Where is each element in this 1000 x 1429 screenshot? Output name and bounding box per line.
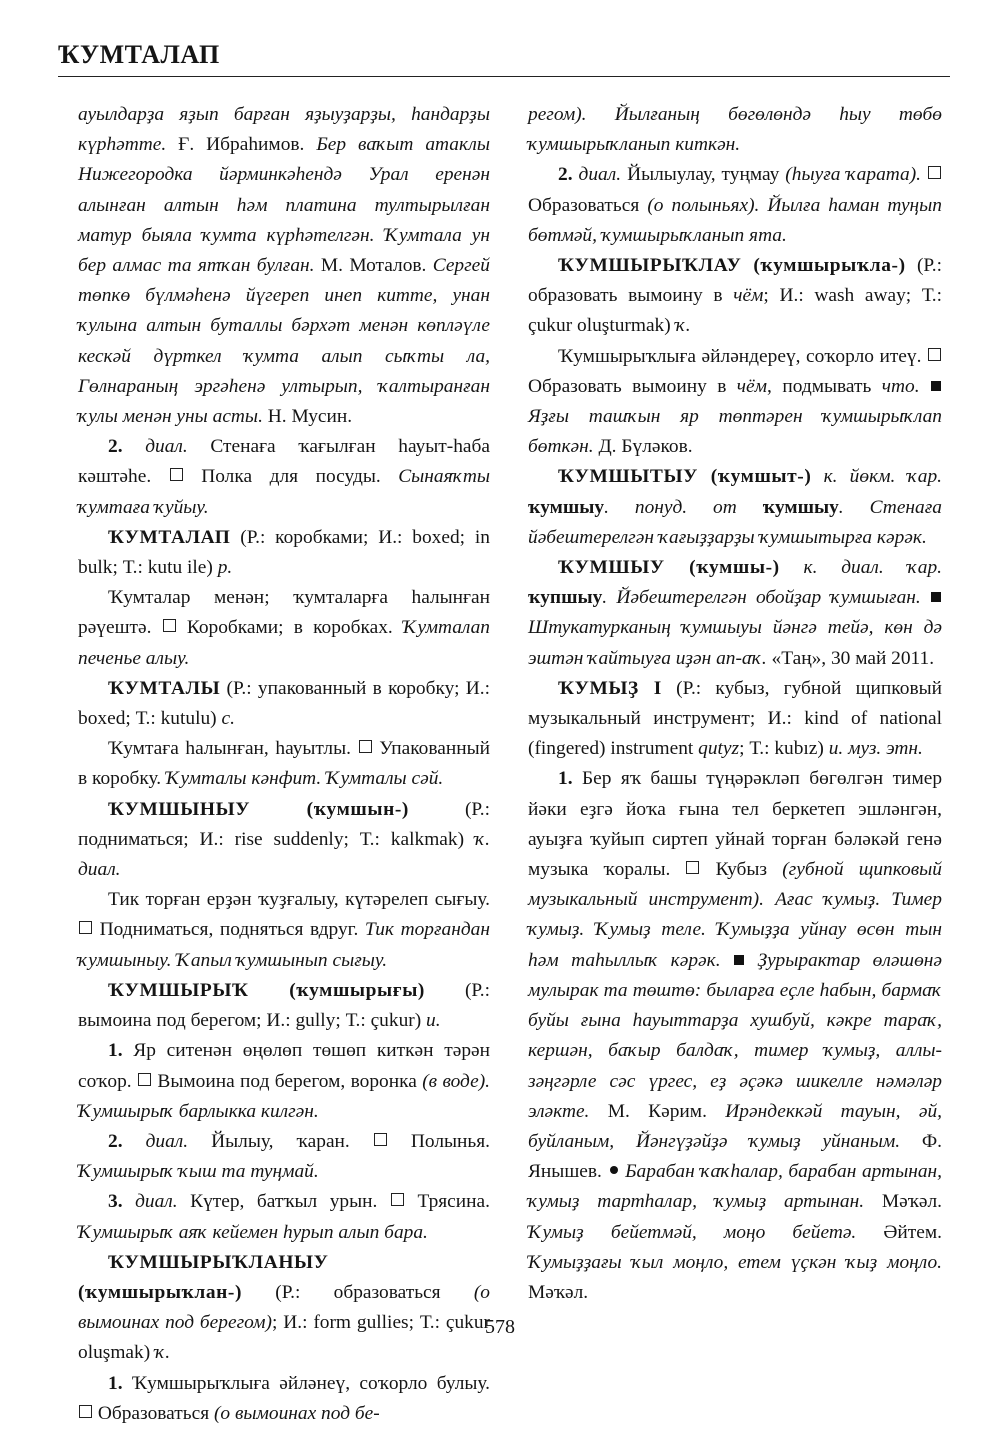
text-run: Ҡумшырыҡ аяҡ кейемен һурып алып бара. <box>78 1221 428 1243</box>
text-run: (Р.: образовать вымоину в <box>528 255 942 307</box>
headword: ҠУМЫҘ I <box>558 677 662 699</box>
text-run: Күтер, батҡыл урын. <box>190 1191 390 1213</box>
text-run: Ҡумшырыҡлыға әйләнеү, соҡорло булыу. <box>131 1372 490 1394</box>
definition <box>78 885 490 976</box>
text-run: Ҡумшырыҡлыға әйләндереү, соҡорло итеү. <box>558 345 927 367</box>
text-run: , подмывать <box>767 375 882 397</box>
text-run: Н. Мусин. <box>267 406 353 428</box>
text-run: Барабан ҡаҡһалар, барабан артынан, ҡумыҙ тартһалар, ҡумыҙ артынан. <box>528 1161 942 1213</box>
entry-kumyz <box>528 674 942 765</box>
proverb-marker-icon <box>610 1166 618 1174</box>
headword: ҠУМШЫРЫҠЛАНЫУ (ҡумшырыҡлан-) <box>78 1251 329 1303</box>
text-run: (губной щипковый музыкальный инструмент). Ағас ҡумыҙ. Тимер ҡумыҙ. Ҡумыҙ теле. Ҡумыҙҙа уйнау өсөн тын һәм таһыллыҡ кәрәк. <box>528 859 942 971</box>
header-rule <box>58 76 950 77</box>
translation-marker-icon <box>359 740 372 753</box>
text-run: Мәҡәл. <box>528 1281 589 1303</box>
text-run: диал. <box>578 164 628 186</box>
text-run: Ф. Янышев. <box>528 1130 942 1183</box>
entry-kumtalap <box>78 523 490 583</box>
text-run: Тик торған ерҙән ҡуҙғалыу, күтәрелеп сығыу. <box>108 889 490 911</box>
text-run: Тик торғандан ҡумшыныу. Ҡапыл ҡумшынып сығыу. <box>78 919 490 971</box>
entry-kumtaly <box>78 674 490 734</box>
text-run: ; Т.: kubız) <box>739 738 829 760</box>
text-run: к. йөкм. ҡар. <box>811 466 942 488</box>
text-run: Образовать вымоину в <box>528 375 737 397</box>
entry-kumshyryklanyu <box>78 1248 490 1369</box>
text-run: 1. <box>558 768 583 790</box>
text-run: Образоваться <box>93 1402 214 1424</box>
translation-marker-icon <box>928 166 941 179</box>
text-run: (Р.: упакованный в коробку; И.: boxed; Т.: kutulu) <box>78 677 490 730</box>
text-run: Полка для посуды. <box>183 466 399 488</box>
translation-marker-icon <box>138 1073 151 1086</box>
translation-marker-icon <box>79 1405 92 1418</box>
text-run: Бер ваҡыт атаклы Нижегородка йәрминкәһендә Урал еренән алынған алтын һәм платина тултырылған матур быяла ҡумта күрһәтелгән. Ҡумтала ун бер алмас та ятҡан булған. <box>78 134 490 277</box>
text-run: (о вымоинах под бе- <box>213 1402 380 1424</box>
text-run: ҡумшыу <box>528 496 605 518</box>
text-run: . Стенаға йәбештерелгән ҡағыҙҙарҙы ҡумшытырға кәрәк. <box>528 496 942 548</box>
entry-kumshyryklau <box>528 251 942 342</box>
headword: ҠУМШЫРЫҠ (ҡумшырығы) <box>108 979 425 1001</box>
text-run: Ҡумшырыҡ ҡыш та туңмай. <box>78 1161 319 1183</box>
text-run: Ҡумтаға һалынған, һауытлы. <box>108 738 358 760</box>
text-run: 1. <box>108 1372 132 1394</box>
entry-kumshyryk <box>78 976 490 1036</box>
text-run: Коробками; в коробках. <box>176 617 403 639</box>
text-run: к. диал. ҡар. <box>779 557 942 579</box>
text-run: 3. <box>108 1191 136 1213</box>
text-run: ҡ. <box>675 315 691 337</box>
translation-marker-icon <box>374 1133 387 1146</box>
definition <box>528 342 942 463</box>
sense-2 <box>78 1127 490 1187</box>
text-run: ҡупшыу <box>528 587 603 609</box>
text-run: Полынья. <box>387 1130 491 1152</box>
text-run: Кубыз <box>700 859 783 881</box>
translation-marker-icon <box>170 468 183 481</box>
text-run: 1. <box>108 1040 134 1062</box>
text-run: Штукатурканың ҡумшыуы йәнгә тейә, көн дә эштән ҡайтыуға иҙән ап-аҡ. <box>528 617 942 669</box>
text-run: чём <box>733 285 764 307</box>
text-run: (Р.: коробками; И.: boxed; in bulk; Т.: kutu ile) <box>78 526 490 579</box>
text-run: . Йәбештерелгән обойҙар ҡумшыған. <box>602 587 930 609</box>
text-run: (Р.: кубыз, губной щипковый музыкальный инструмент; И.: kind of national (fingered) instrument <box>528 677 943 760</box>
headword: ҠУМТАЛЫ <box>108 677 221 699</box>
sense-1 <box>78 1036 490 1127</box>
example-marker-icon <box>734 955 744 965</box>
text-run: Ҡумыҙ бейетмәй, моңо бейетә. <box>528 1221 884 1243</box>
text-run: и. муз. этн. <box>828 738 923 760</box>
text-run: Сергей төпкө бүлмәһенә йүгереп инеп китте, унан ҡулына алтын буталлы бәрхәт менән көпләүле кескәй дүрткел ҡумта алып сыҡты ла, Гөлнараның эргәһенә ултырып, ҡалтыранған ҡулы менән уны асты. <box>78 255 490 428</box>
text-run: что. <box>881 375 930 397</box>
text-run: Әйтем. <box>883 1221 942 1243</box>
text-run: Ирәндеккәй тауын, әй, буйланым, Йәнгүҙәйҙә ҡумыҙ уйнаным. <box>528 1100 943 1152</box>
text-run: (һыуға ҡарата). <box>785 164 928 186</box>
text-run: Мәҡәл. <box>881 1191 942 1213</box>
running-head: ҠУМТАЛАП <box>58 40 220 69</box>
translation-marker-icon <box>391 1193 404 1206</box>
text-run: с. <box>221 708 235 730</box>
text-run: М. Моталов. <box>320 255 433 277</box>
text-run: р. <box>217 557 233 579</box>
text-run: Яҙғы ташҡын яр төптәрен ҡумшырыҡлап бөткән. <box>528 406 942 458</box>
definition <box>78 583 490 674</box>
page-number: 578 <box>485 1316 515 1338</box>
text-run: регом). Йылғаның бөгөлөндә һыу төбө ҡумшырыҡланып киткән. <box>528 104 942 156</box>
text-run: Сынаяҡты ҡумтаға ҡуйыу. <box>78 466 490 518</box>
text-run: ҡ. диал. <box>78 828 490 881</box>
translation-marker-icon <box>163 619 176 632</box>
text-run: Вымоина под берегом, воронка <box>152 1070 423 1092</box>
translation-marker-icon <box>928 348 941 361</box>
translation-marker-icon <box>79 921 92 934</box>
text-run: ауылдарҙа яҙып барған яҙыуҙарҙы, һандарҙы күрһәтте. <box>78 104 490 156</box>
text-run: Ғ. Ибраһимов. <box>178 134 317 156</box>
text-run: Подниматься, подняться вдруг. <box>93 919 365 941</box>
text-run: 2. <box>108 436 146 458</box>
text-run: и. <box>426 1010 441 1032</box>
text-run: (в воде). Ҡумшырыҡ барлыкка килгән. <box>78 1070 491 1122</box>
headword: ҠУМТАЛАП <box>108 526 231 548</box>
text-run: Йылыулау, туңмау <box>627 164 786 186</box>
text-run: Трясина. <box>404 1191 490 1213</box>
text-run: Йылыу, ҡаран. <box>211 1130 373 1152</box>
text-run: Образоваться <box>528 194 648 216</box>
text-run: (Р.: образоваться <box>242 1281 474 1303</box>
text-run: Ҡумталап печенье алыу. <box>78 617 490 669</box>
left-column <box>78 100 490 1429</box>
text-run: ; И.: wash away; Т.: çukur oluşturmak) <box>528 285 942 337</box>
text-run: (Р.: подниматься; И.: rise suddenly; Т.: kalkmak) <box>78 798 491 850</box>
text-run: Ҡумталы кәнфит. Ҡумталы сәй. <box>166 768 444 790</box>
text-run: диал. <box>145 1130 212 1152</box>
sense-2 <box>78 432 490 523</box>
headword: ҠУМШЫНЫУ (ҡумшын-) <box>108 798 409 820</box>
text-run: ; И.: form gullies; Т.: çukur oluşmak) <box>78 1312 491 1364</box>
text-run: (о полыньях). Йылға һаман туңып бөтмәй, ҡумшырыҡланып ята. <box>528 194 942 246</box>
text-run: (о вымоинах под берегом) <box>78 1281 490 1334</box>
sense-1 <box>528 764 942 1308</box>
entry-kumshynyu <box>78 795 490 886</box>
text-run: ҡумшыу <box>762 496 839 518</box>
headword: ҠУМШЫРЫҠЛАУ (ҡумшырыҡла-) <box>558 255 906 277</box>
example-marker-icon <box>931 592 941 602</box>
sense-1 <box>78 1369 490 1429</box>
definition <box>78 734 490 794</box>
entry-kumshytyu <box>528 462 942 553</box>
text-run: (Р.: вымоина под берегом; И.: gully; Т.: çukur) <box>78 979 490 1032</box>
text-run: qutyz <box>698 738 740 760</box>
entry-continuation <box>528 100 942 160</box>
text-run: чём <box>736 375 768 397</box>
text-run: 2. <box>108 1130 146 1152</box>
text-run: Упакованный в коробку. <box>78 738 490 790</box>
text-run: Ҡумталар менән; ҡумталарға һалынған рәүештә. <box>78 587 490 639</box>
right-column <box>528 100 942 1308</box>
text-run: диал. <box>145 436 211 458</box>
text-run: . понуд. от <box>604 496 763 518</box>
headword: ҠУМШЫТЫУ (ҡумшыт-) <box>558 466 812 488</box>
text-run: диал. <box>135 1191 191 1213</box>
text-run: Яр ситенән өңөлөп төшөп киткән тәрән соҡор. <box>78 1040 491 1092</box>
entry-kumshyu <box>528 553 942 674</box>
translation-marker-icon <box>686 861 699 874</box>
text-run: Д. Бүләков. <box>598 436 693 458</box>
text-run: «Таң», 30 май 2011. <box>771 647 935 669</box>
text-run: М. Кәрим. <box>607 1100 726 1122</box>
text-run: 2. <box>558 164 579 186</box>
entry-continuation <box>78 100 490 432</box>
sense-3 <box>78 1187 490 1247</box>
sense-2 <box>528 160 942 251</box>
example-marker-icon <box>931 381 941 391</box>
text-run: Ҡумыҙҙағы ҡыл моңло, етем үҫкән ҡыҙ моңло. <box>528 1251 942 1273</box>
headword: ҠУМШЫУ (ҡумшы-) <box>558 557 780 579</box>
text-run: ҡ. <box>155 1342 171 1364</box>
text-run: Ҙурырактар өләшөнә мулырак та төштө: быларға еҫле һабын, бармаҡ буйы ғына һауыттарҙа хушбуй, кәкре тараҡ, кершән, баҡыр балдаҡ, тимер ҡумыҙ, аллы-зәңгәрле сәс үргес, еҙ әҫәкә шикелле нәмәләр эләкте. <box>528 949 942 1122</box>
text-run: Стенаға ҡағылған һауыт-һаба кәштәһе. <box>78 436 490 488</box>
text-run: Бер яҡ башы түңәрәкләп бөгөлгән тимер йәки еҙгә йоҡа ғына тел беркетеп эшләнгән, ауыҙға ҡуйып сиртеп уйнай торған бәләкәй генә музыка ҡоралы. <box>528 768 943 881</box>
